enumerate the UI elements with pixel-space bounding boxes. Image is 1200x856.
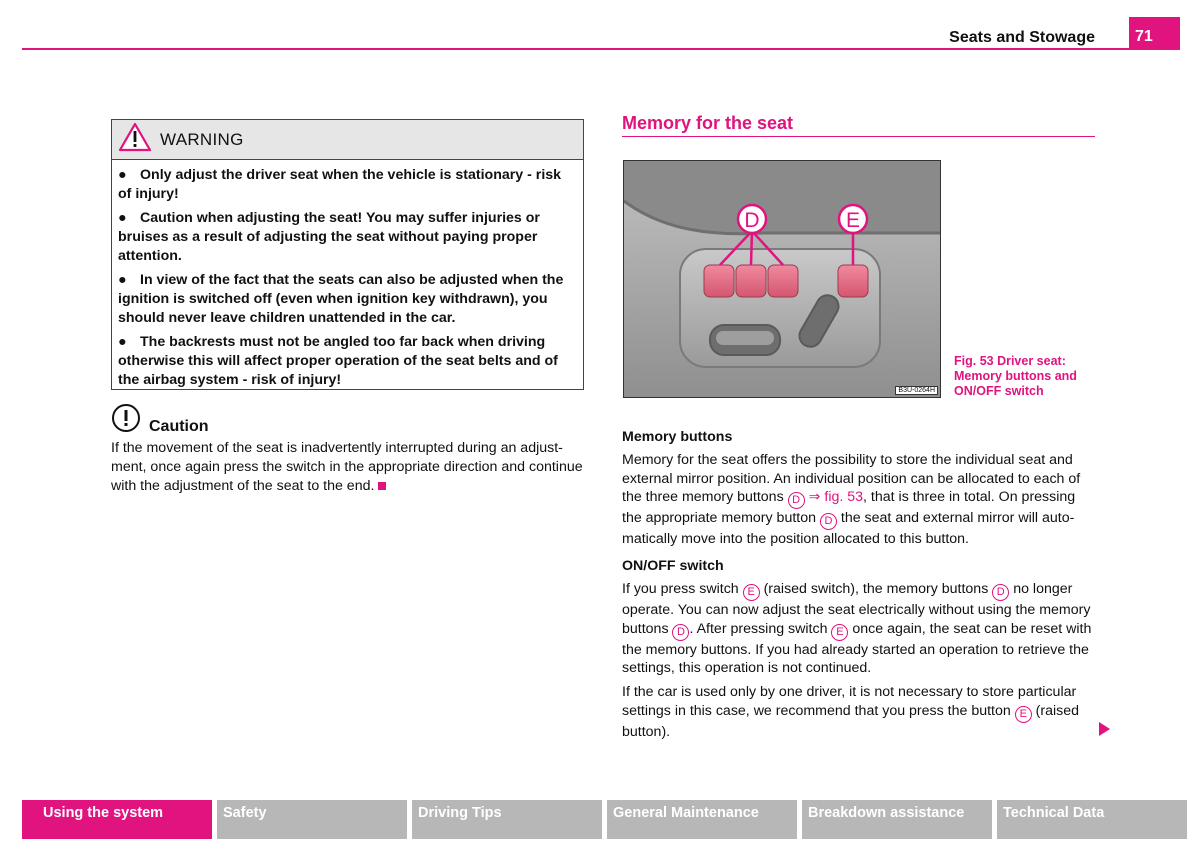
on-off-switch-heading: ON/OFF switch — [622, 558, 724, 574]
caution-title: Caution — [149, 417, 209, 435]
seat-memory-figure — [623, 160, 941, 398]
marker-d-icon: D — [992, 584, 1009, 601]
figure-caption: Fig. 53 Driver seat: Memory buttons and ON/OFF switch — [954, 354, 1077, 398]
marker-d-icon: D — [672, 624, 689, 641]
fig-53-link[interactable]: ⇒ fig. 53 — [808, 489, 864, 506]
nav-tab-safety[interactable]: Safety — [217, 800, 407, 839]
page-header-title: Seats and Stowage — [949, 29, 1095, 46]
marker-d-icon: D — [820, 513, 837, 530]
bullet-icon: ● — [118, 210, 127, 226]
warning-item: ● Caution when adjusting the seat! You may suffer injuries or bruises as a result of adjusting the seat without paying proper attention. — [118, 210, 540, 264]
marker-e-icon: E — [1015, 706, 1032, 723]
bullet-icon: ● — [118, 334, 127, 350]
caution-exclamation-icon — [111, 403, 141, 438]
chapter-nav — [22, 800, 1192, 839]
figure-reference-code: B3U-0264H — [895, 386, 938, 395]
header-divider — [22, 48, 1180, 50]
warning-box — [111, 119, 584, 390]
page-number: 71 — [1129, 17, 1180, 50]
marker-d-icon: D — [788, 492, 805, 509]
figure-label-d: D — [744, 209, 760, 232]
nav-tab-technical-data[interactable]: Technical Data — [997, 800, 1187, 839]
nav-tab-general-maintenance[interactable]: General Maintenance — [607, 800, 797, 839]
marker-e-icon: E — [831, 624, 848, 641]
warning-triangle-icon — [118, 122, 152, 157]
continue-arrow-icon[interactable] — [1099, 722, 1110, 736]
marker-e-icon: E — [743, 584, 760, 601]
warning-header — [112, 120, 583, 160]
caution-header — [111, 403, 209, 438]
on-off-switch-paragraph: If you press switch E (raised switch), the memory buttons D no longer operate. You can now adjust the seat electrically without using the memory buttons D . After pressing switch E once again, the seat can be reset with the memory buttons. If you had already started an operation to retrieve the settings, this operation is not continued. — [622, 581, 1092, 677]
warning-item: ● In view of the fact that the seats can also be adjusted when the ignition is switched off (even when ignition key withdrawn), you should never leave children unattended in the car. — [118, 272, 564, 326]
figure-label-e: E — [845, 209, 861, 232]
bullet-icon: ● — [118, 272, 127, 288]
memory-buttons-heading: Memory buttons — [622, 429, 733, 445]
nav-tab-driving-tips[interactable]: Driving Tips — [412, 800, 602, 839]
caution-text: If the movement of the seat is inadvertently interrupted during an adjust-ment, once again press the switch in the appropriate direction and continue with the adjustment of the seat to the end. — [111, 440, 583, 494]
nav-tab-breakdown-assistance[interactable]: Breakdown assistance — [802, 800, 992, 839]
memory-buttons-paragraph: Memory for the seat offers the possibility to store the individual seat and external mirror position. An individual position can be allocated to each of the three memory buttons D ⇒ fig. 53, that is three in total. On pressing the appropriate memory button D the seat and external mirror will auto-matically move into the position allocated to this button. — [622, 452, 1081, 548]
section-title: Memory for the seat — [622, 113, 1095, 137]
warning-title: WARNING — [160, 129, 244, 149]
nav-tab-using-the-system[interactable]: Using the system — [22, 800, 212, 839]
seat-panel-illustration — [624, 161, 940, 397]
warning-item: ● Only adjust the driver seat when the vehicle is stationary - risk of injury! — [118, 167, 562, 202]
single-driver-paragraph: If the car is used only by one driver, it is not necessary to store particular settings in this case, we recommend that you press the button E (raised button). — [622, 684, 1080, 740]
bullet-icon: ● — [118, 167, 127, 183]
warning-item: ● The backrests must not be angled too far back when driving otherwise this will affect proper operation of the seat belts and of the airbag system - risk of injury! — [118, 334, 558, 388]
warning-list — [112, 160, 583, 390]
section-end-icon — [378, 482, 386, 490]
